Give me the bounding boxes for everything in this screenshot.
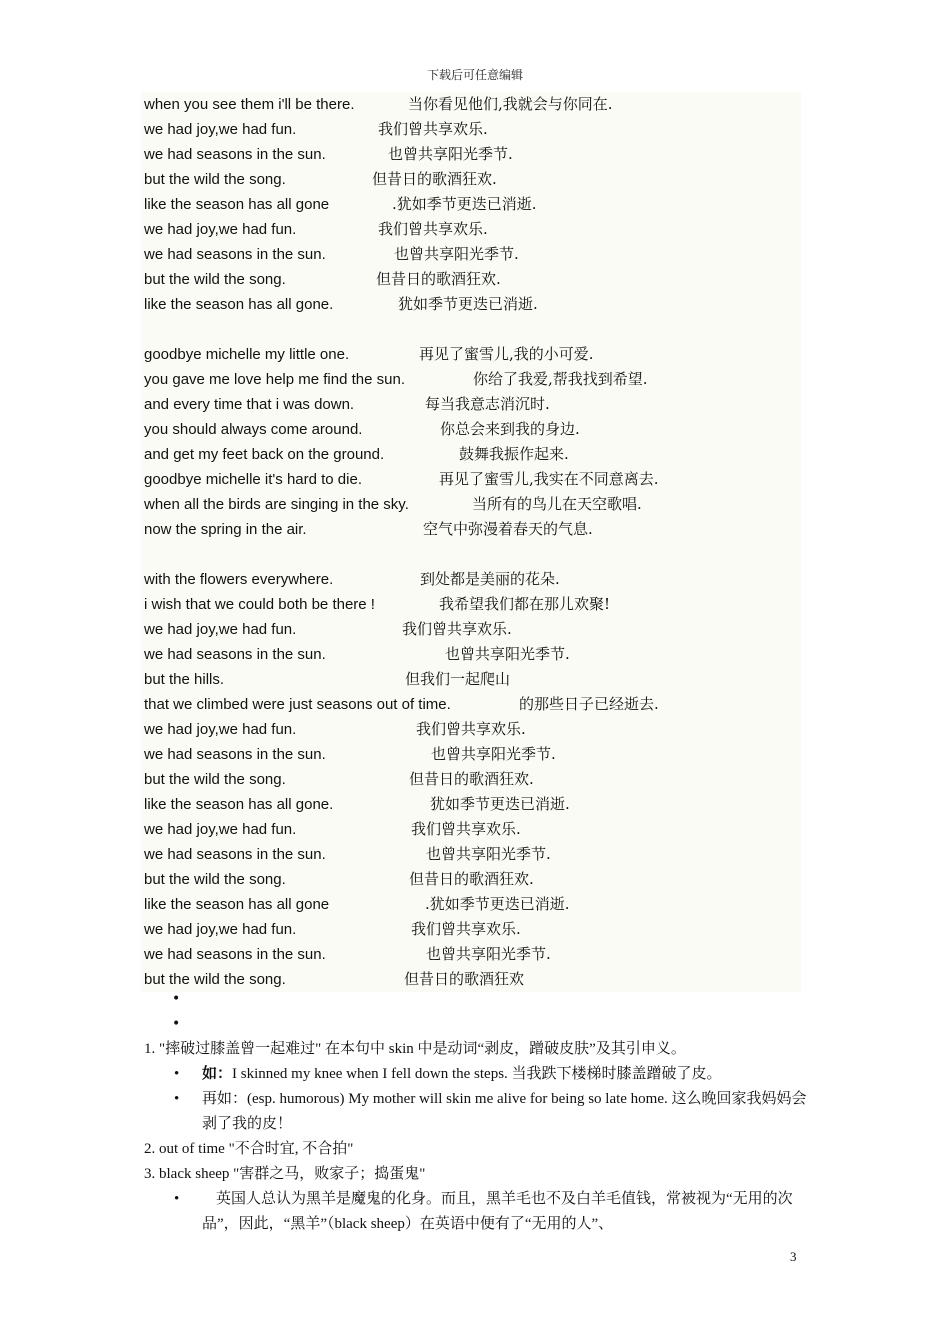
note-2: 2. out of time "不合时宜, 不合拍" bbox=[144, 1141, 354, 1157]
lyric-line bbox=[141, 692, 801, 717]
bullet-icon: • bbox=[174, 1091, 180, 1107]
lyric-english: we had seasons in the sun. bbox=[144, 946, 326, 963]
lyric-chinese: 你给了我爱,帮我找到希望. bbox=[473, 370, 648, 388]
lyric-english: but the hills. bbox=[144, 671, 225, 688]
lyric-line bbox=[141, 242, 801, 267]
lyric-line bbox=[141, 467, 801, 492]
lyric-english: we had seasons in the sun. bbox=[144, 246, 326, 263]
blank-line bbox=[141, 542, 801, 567]
lyric-english: we had joy,we had fun. bbox=[144, 621, 297, 638]
blank-line bbox=[141, 317, 801, 342]
lyric-line bbox=[141, 717, 801, 742]
lyric-english: like the season has all gone bbox=[144, 896, 330, 913]
empty-bullet: • bbox=[172, 1016, 181, 1032]
lyric-line bbox=[141, 367, 801, 392]
lyric-chinese: 当所有的鸟儿在天空歌唱. bbox=[472, 495, 642, 513]
empty-bullet: • bbox=[172, 991, 181, 1007]
lyric-line bbox=[141, 617, 801, 642]
lyric-chinese: 犹如季节更迭已消逝. bbox=[430, 795, 570, 813]
lyric-chinese: .犹如季节更迭已消逝. bbox=[425, 895, 570, 913]
lyric-line bbox=[141, 517, 801, 542]
lyric-line bbox=[141, 942, 801, 967]
lyric-english: we had seasons in the sun. bbox=[144, 746, 326, 763]
note-3-explanation bbox=[144, 1187, 814, 1237]
lyric-english: i wish that we could both be there ! bbox=[144, 596, 375, 613]
lyric-chinese: 我们曾共享欢乐. bbox=[378, 220, 488, 238]
lyric-english: but the wild the song. bbox=[144, 971, 286, 988]
lyric-line bbox=[141, 592, 801, 617]
lyric-english: when you see them i'll be there. bbox=[144, 96, 355, 113]
lyric-english: with the flowers everywhere. bbox=[144, 571, 334, 588]
example-text: I skinned my knee when I fell down the steps. 当我跌下楼梯时膝盖蹭破了皮。 bbox=[232, 1066, 722, 1082]
lyric-chinese: 你总会来到我的身边. bbox=[440, 420, 580, 438]
lyric-english: we had seasons in the sun. bbox=[144, 146, 326, 163]
lyric-chinese: 犹如季节更迭已消逝. bbox=[398, 295, 538, 313]
lyric-chinese: 空气中弥漫着春天的气息. bbox=[423, 520, 593, 538]
lyric-line bbox=[141, 667, 801, 692]
lyric-line bbox=[141, 217, 801, 242]
lyric-english: and get my feet back on the ground. bbox=[144, 446, 385, 463]
lyric-chinese: 我们曾共享欢乐. bbox=[378, 120, 488, 138]
lyric-line bbox=[141, 442, 801, 467]
lyric-line bbox=[141, 917, 801, 942]
lyric-english: but the wild the song. bbox=[144, 171, 286, 188]
lyric-english: but the wild the song. bbox=[144, 871, 286, 888]
lyric-chinese: 但昔日的歌酒狂欢. bbox=[376, 270, 501, 288]
lyric-english: now the spring in the air. bbox=[144, 521, 307, 538]
lyric-english: but the wild the song. bbox=[144, 271, 286, 288]
explanation-text: 英国人总认为黑羊是魔鬼的化身。而且，黑羊毛也不及白羊毛值钱，常被视为“无用的次品”，因此，“黑羊”（black sheep）在英语中便有了“无用的人”、 bbox=[202, 1191, 793, 1232]
lyric-line bbox=[141, 267, 801, 292]
lyric-chinese: 当你看见他们,我就会与你同在. bbox=[408, 95, 613, 113]
lyric-chinese: 但我们一起爬山 bbox=[405, 670, 511, 688]
lyric-line bbox=[141, 117, 801, 142]
lyric-chinese: .犹如季节更迭已消逝. bbox=[392, 195, 537, 213]
lyric-chinese: 我们曾共享欢乐. bbox=[416, 720, 526, 738]
lyric-chinese: 也曾共享阳光季节. bbox=[388, 145, 513, 163]
lyric-line bbox=[141, 392, 801, 417]
example-text: 再如：(esp. humorous) My mother will skin me alive for being so late home. 这么晚回家我妈妈会剥了我的皮！ bbox=[202, 1091, 807, 1132]
lyric-chinese: 鼓舞我振作起来. bbox=[459, 445, 569, 463]
lyric-line bbox=[141, 967, 801, 992]
lyric-chinese: 我们曾共享欢乐. bbox=[411, 920, 521, 938]
lyric-english: we had joy,we had fun. bbox=[144, 221, 297, 238]
lyric-english: we had joy,we had fun. bbox=[144, 921, 297, 938]
lyric-line bbox=[141, 192, 801, 217]
lyric-line bbox=[141, 842, 801, 867]
lyric-chinese: 也曾共享阳光季节. bbox=[445, 645, 570, 663]
lyric-chinese: 也曾共享阳光季节. bbox=[426, 945, 551, 963]
lyric-chinese: 也曾共享阳光季节. bbox=[426, 845, 551, 863]
lyric-english: we had joy,we had fun. bbox=[144, 721, 297, 738]
page-number: 3 bbox=[790, 1249, 797, 1264]
note-3: 3. black sheep "害群之马，败家子；捣蛋鬼" bbox=[144, 1166, 426, 1182]
lyric-line bbox=[141, 892, 801, 917]
lyric-english: like the season has all gone. bbox=[144, 296, 334, 313]
lyric-english: we had seasons in the sun. bbox=[144, 846, 326, 863]
lyric-english: goodbye michelle it's hard to die. bbox=[144, 471, 362, 488]
lyric-line bbox=[141, 492, 801, 517]
lyric-english: like the season has all gone bbox=[144, 196, 330, 213]
lyric-chinese: 我希望我们都在那儿欢聚! bbox=[439, 595, 611, 613]
lyric-chinese: 的那些日子已经逝去. bbox=[519, 695, 659, 713]
lyric-english: we had seasons in the sun. bbox=[144, 646, 326, 663]
lyric-chinese: 再见了蜜雪儿,我实在不同意离去. bbox=[439, 470, 659, 488]
lyric-line bbox=[141, 567, 801, 592]
lyric-chinese: 再见了蜜雪儿,我的小可爱. bbox=[419, 345, 594, 363]
lyric-line bbox=[141, 92, 801, 117]
lyric-chinese: 我们曾共享欢乐. bbox=[411, 820, 521, 838]
lyric-chinese: 也曾共享阳光季节. bbox=[394, 245, 519, 263]
lyric-english: goodbye michelle my little one. bbox=[144, 346, 350, 363]
lyric-line bbox=[141, 142, 801, 167]
lyric-english: we had joy,we had fun. bbox=[144, 121, 297, 138]
lyric-line bbox=[141, 417, 801, 442]
lyric-line bbox=[141, 292, 801, 317]
lyric-chinese: 但昔日的歌酒狂欢. bbox=[409, 770, 534, 788]
note-1: 1. "摔破过膝盖曾一起难过" 在本句中 skin 中是动词“剥皮，蹭破皮肤”及其引申义。 bbox=[144, 1041, 686, 1057]
lyric-line bbox=[141, 817, 801, 842]
lyric-english: but the wild the song. bbox=[144, 771, 286, 788]
lyric-english: you should always come around. bbox=[144, 421, 363, 438]
notes-section bbox=[144, 1037, 814, 1237]
lyric-line bbox=[141, 742, 801, 767]
lyric-chinese: 但昔日的歌酒狂欢. bbox=[372, 170, 497, 188]
lyrics-block bbox=[141, 92, 801, 992]
page-header: 下载后可任意编辑 bbox=[426, 68, 523, 82]
empty-bullet-list bbox=[172, 987, 180, 1037]
note-1-example-2 bbox=[144, 1087, 814, 1137]
lyric-line bbox=[141, 767, 801, 792]
lyric-chinese: 但昔日的歌酒狂欢 bbox=[404, 970, 525, 988]
lyric-english: when all the birds are singing in the sky. bbox=[144, 496, 409, 513]
lyric-chinese: 到处都是美丽的花朵. bbox=[420, 570, 560, 588]
lyric-chinese: 也曾共享阳光季节. bbox=[431, 745, 556, 763]
lyric-chinese: 但昔日的歌酒狂欢. bbox=[409, 870, 534, 888]
lyric-english: and every time that i was down. bbox=[144, 396, 355, 413]
lyric-english: like the season has all gone. bbox=[144, 796, 334, 813]
lyric-english: that we climbed were just seasons out of time. bbox=[144, 696, 451, 713]
example-label: 如： bbox=[202, 1066, 233, 1082]
lyric-line bbox=[141, 642, 801, 667]
lyric-english: we had joy,we had fun. bbox=[144, 821, 297, 838]
lyric-line bbox=[141, 167, 801, 192]
lyric-line bbox=[141, 342, 801, 367]
bullet-icon: • bbox=[174, 1191, 180, 1207]
lyric-line bbox=[141, 867, 801, 892]
lyric-english: you gave me love help me find the sun. bbox=[144, 371, 405, 388]
lyric-chinese: 我们曾共享欢乐. bbox=[402, 620, 512, 638]
lyric-line bbox=[141, 792, 801, 817]
note-1-example-1 bbox=[144, 1062, 814, 1087]
bullet-icon: • bbox=[174, 1066, 180, 1082]
lyric-chinese: 每当我意志消沉时. bbox=[425, 395, 550, 413]
